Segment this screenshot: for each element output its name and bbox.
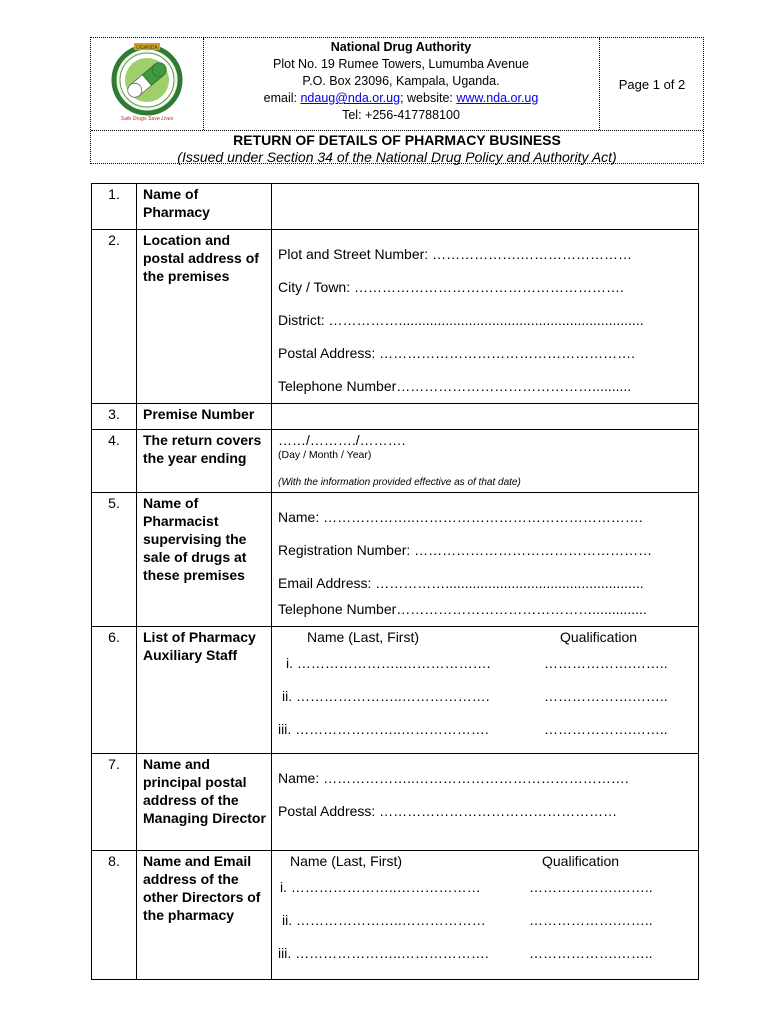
staff-qualification-field[interactable]: ……………….……..	[544, 721, 668, 737]
staff-column-headers	[278, 628, 692, 646]
director-qualification-field[interactable]: ……………….……..	[529, 912, 653, 928]
organization-info	[203, 38, 599, 130]
nda-logo	[91, 38, 203, 130]
staff-name-field[interactable]: ii. …………………..……………….	[282, 688, 490, 704]
address-line-2: P.O. Box 23096, Kampala, Uganda.	[302, 74, 500, 88]
table-row	[92, 430, 699, 493]
director-name-field[interactable]: Name: ………………..……………………………………….	[278, 770, 629, 786]
svg-text:UGANDA: UGANDA	[136, 45, 158, 51]
registration-number-field[interactable]: Registration Number: ……………………………………………	[278, 542, 653, 558]
page-number: Page 1 of 2	[618, 76, 686, 92]
document-header	[90, 37, 704, 164]
name-column-header: Name (Last, First)	[290, 853, 403, 869]
director-name-field[interactable]: iii. …………………..……………….	[278, 945, 489, 961]
postal-address-field[interactable]: Postal Address: ……………………………………………….	[278, 345, 636, 361]
table-row	[92, 184, 699, 230]
district-field[interactable]: District: ……………...............................................................	[278, 312, 644, 328]
directors-column-headers	[278, 852, 692, 870]
list-item	[278, 687, 692, 705]
row-number: 8.	[92, 851, 137, 980]
staff-qualification-field[interactable]: ……………….……..	[544, 688, 668, 704]
effective-note: (With the information provided effective as of that date)	[278, 477, 521, 488]
list-item	[278, 911, 692, 929]
row-number: 5.	[92, 493, 137, 627]
staff-name-field[interactable]: iii. …………………..……………….	[278, 721, 489, 737]
staff-name-field[interactable]: i. …………………..……………….	[286, 655, 491, 671]
director-name-field[interactable]: ii. …………………..………………	[282, 912, 486, 928]
pharmacy-details-table	[91, 183, 699, 980]
pharmacist-telephone-field[interactable]: Telephone Number……………………………………..............	[278, 601, 647, 617]
list-item	[278, 654, 692, 672]
list-item	[278, 720, 692, 738]
table-row	[92, 851, 699, 980]
date-hint: (Day / Month / Year)	[278, 449, 372, 461]
row-label: Name and Email address of the other Directors of the pharmacy	[137, 851, 272, 980]
table-row	[92, 230, 699, 404]
name-column-header: Name (Last, First)	[307, 629, 420, 645]
org-name: National Drug Authority	[330, 40, 472, 54]
other-directors-list	[272, 851, 699, 980]
pharmacy-name-field[interactable]	[272, 184, 699, 230]
row-label: Location and postal address of the premises	[137, 230, 272, 404]
svg-text:Safe Drugs Save Lives: Safe Drugs Save Lives	[120, 116, 174, 122]
pharmacist-fields	[272, 493, 699, 627]
table-row	[92, 404, 699, 430]
qualification-column-header: Qualification	[542, 853, 620, 869]
city-town-field[interactable]: City / Town: ………………………………………………….	[278, 279, 624, 295]
row-number: 3.	[92, 404, 137, 430]
form-title: RETURN OF DETAILS OF PHARMACY BUSINESS	[233, 132, 561, 148]
auxiliary-staff-list	[272, 627, 699, 754]
qualification-column-header: Qualification	[560, 629, 638, 645]
row-label: Name and principal postal address of the Managing Director	[137, 754, 272, 851]
list-item	[278, 944, 692, 962]
director-qualification-field[interactable]: ……………….……..	[529, 945, 653, 961]
row-number: 1.	[92, 184, 137, 230]
email-address-field[interactable]: Email Address: ……………...................................................	[278, 575, 644, 591]
row-label: Name of Pharmacy	[137, 184, 272, 230]
telephone-field[interactable]: Telephone Number……………………………………..........	[278, 378, 632, 394]
website-link[interactable]: www.nda.or.ug	[456, 91, 539, 105]
table-row	[92, 627, 699, 754]
director-qualification-field[interactable]: ……………….……..	[529, 879, 653, 895]
year-ending-fields	[272, 430, 699, 493]
pharmacist-name-field[interactable]: Name: ………………..………………………………………….	[278, 509, 643, 525]
list-item	[278, 878, 692, 896]
contact-line: email: ndaug@nda.or.ug; website: www.nda.or.ug	[263, 91, 539, 105]
location-fields	[272, 230, 699, 404]
logo-cell	[91, 38, 203, 130]
premise-number-field[interactable]	[272, 404, 699, 430]
row-number: 7.	[92, 754, 137, 851]
table-row	[92, 493, 699, 627]
staff-qualification-field[interactable]: ……………….……..	[544, 655, 668, 671]
row-label: The return covers the year ending	[137, 430, 272, 493]
email-link[interactable]: ndaug@nda.or.ug	[300, 91, 401, 105]
address-line-1: Plot No. 19 Rumee Towers, Lumumba Avenue	[273, 57, 529, 71]
plot-street-field[interactable]: Plot and Street Number: ……………….……………………	[278, 246, 632, 262]
managing-director-fields	[272, 754, 699, 851]
row-label: List of Pharmacy Auxiliary Staff	[137, 627, 272, 754]
telephone-line: Tel: +256-417788100	[342, 108, 460, 122]
form-title-block	[91, 130, 703, 164]
table-row	[92, 754, 699, 851]
director-name-field[interactable]: i. …………………..………………	[280, 879, 481, 895]
form-subtitle: (Issued under Section 34 of the National Drug Policy and Authority Act)	[177, 149, 617, 165]
row-number: 4.	[92, 430, 137, 493]
row-label: Premise Number	[137, 404, 272, 430]
row-number: 2.	[92, 230, 137, 404]
row-number: 6.	[92, 627, 137, 754]
date-field[interactable]: ……/………./……….	[278, 432, 406, 448]
director-postal-address-field[interactable]: Postal Address: ……………………………………………	[278, 803, 618, 819]
row-label: Name of Pharmacist supervising the sale of drugs at these premises	[137, 493, 272, 627]
